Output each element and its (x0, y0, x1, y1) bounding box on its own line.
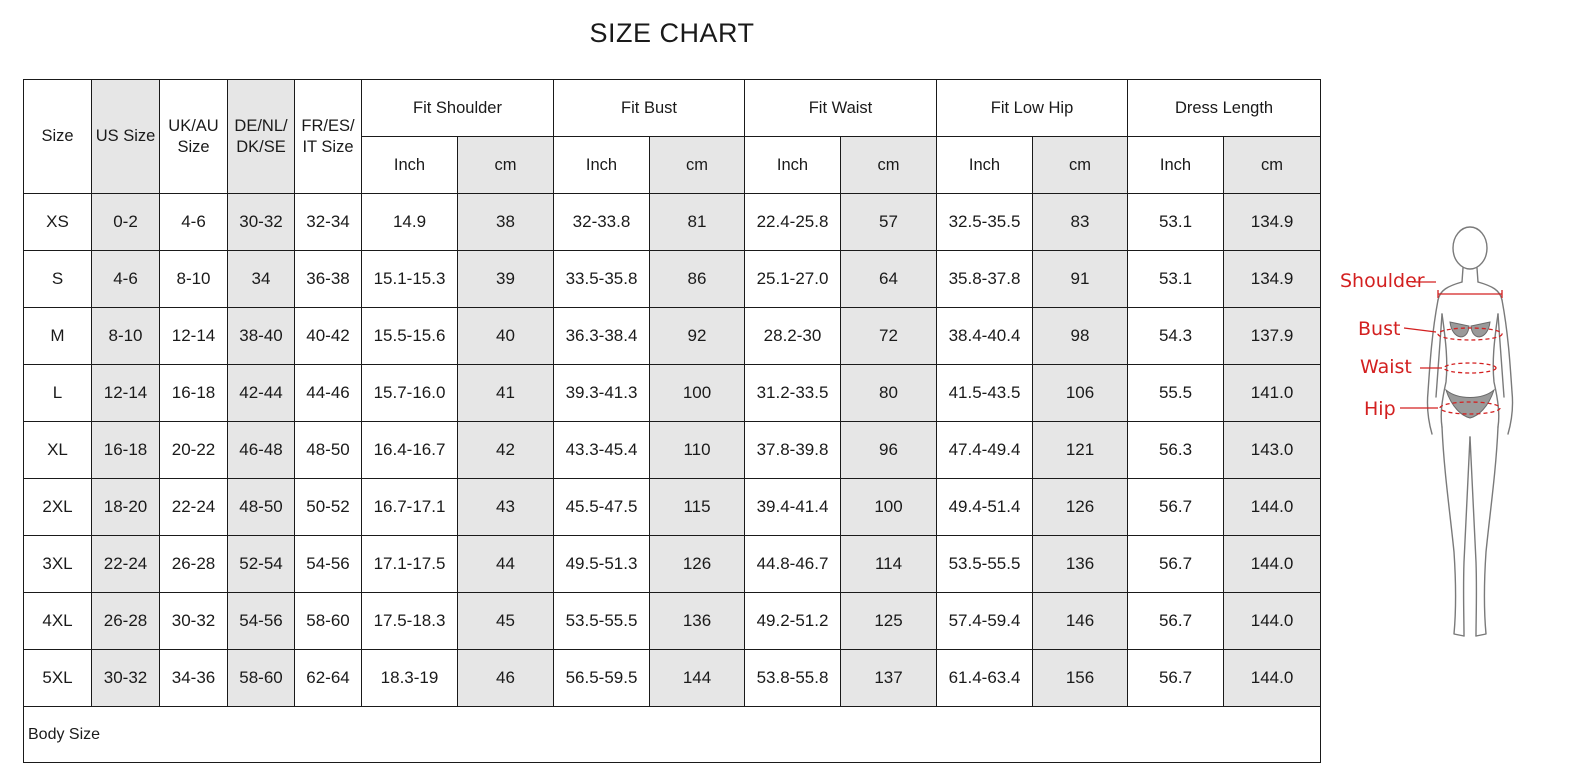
table-cell: 58-60 (295, 593, 362, 650)
table-cell: 106 (1033, 365, 1128, 422)
table-cell: 54-56 (228, 593, 295, 650)
table-cell: 134.9 (1224, 194, 1321, 251)
table-cell: 32-34 (295, 194, 362, 251)
table-row (24, 194, 1321, 251)
header-fr-size-label: FR/ES/ IT Size (301, 116, 355, 156)
header-dress-length: Dress Length (1128, 80, 1321, 137)
table-cell: 57 (841, 194, 937, 251)
table-cell: 48-50 (228, 479, 295, 536)
table-row (24, 251, 1321, 308)
hip-label: Hip (1364, 398, 1396, 420)
table-cell: 36-38 (295, 251, 362, 308)
table-cell: 45 (458, 593, 554, 650)
header-de-size (228, 80, 295, 194)
table-cell: 18.3-19 (362, 650, 458, 707)
table-cell: 53.8-55.8 (745, 650, 841, 707)
body-measurement-figure (1330, 222, 1570, 652)
table-cell: 50-52 (295, 479, 362, 536)
table-cell: 30-32 (160, 593, 228, 650)
table-cell: 44 (458, 536, 554, 593)
table-cell: 55.5 (1128, 365, 1224, 422)
table-cell: 12-14 (160, 308, 228, 365)
table-cell: 126 (1033, 479, 1128, 536)
table-cell: 38.4-40.4 (937, 308, 1033, 365)
table-cell: 56.7 (1128, 536, 1224, 593)
table-cell: 96 (841, 422, 937, 479)
table-cell: 143.0 (1224, 422, 1321, 479)
table-row (24, 536, 1321, 593)
table-cell: 144.0 (1224, 650, 1321, 707)
table-cell: 18-20 (92, 479, 160, 536)
table-cell: 64 (841, 251, 937, 308)
table-cell: 137 (841, 650, 937, 707)
table-cell: 56.7 (1128, 479, 1224, 536)
table-cell: 134.9 (1224, 251, 1321, 308)
table-cell: 114 (841, 536, 937, 593)
waist-label: Waist (1360, 356, 1412, 378)
size-rows (24, 194, 1321, 707)
table-cell: 16-18 (92, 422, 160, 479)
table-cell: 16.4-16.7 (362, 422, 458, 479)
table-cell: 42 (458, 422, 554, 479)
table-cell: 8-10 (92, 308, 160, 365)
table-cell: 26-28 (92, 593, 160, 650)
table-cell: L (24, 365, 92, 422)
table-cell: 144.0 (1224, 479, 1321, 536)
table-cell: 46-48 (228, 422, 295, 479)
table-cell: 81 (650, 194, 745, 251)
table-cell: 56.5-59.5 (554, 650, 650, 707)
table-cell: 125 (841, 593, 937, 650)
table-cell: 137.9 (1224, 308, 1321, 365)
page-title: SIZE CHART (589, 18, 755, 48)
table-cell: 2XL (24, 479, 92, 536)
table-cell: 38 (458, 194, 554, 251)
table-cell: 43.3-45.4 (554, 422, 650, 479)
header-fit-bust: Fit Bust (554, 80, 745, 137)
table-cell: 22.4-25.8 (745, 194, 841, 251)
table-cell: 37.8-39.8 (745, 422, 841, 479)
table-cell: 22-24 (160, 479, 228, 536)
table-cell: 17.1-17.5 (362, 536, 458, 593)
table-cell: 52-54 (228, 536, 295, 593)
header-us-size-label: US Size (95, 127, 156, 146)
header-de-size-label: DE/NL/ DK/SE (234, 116, 288, 156)
table-cell: 49.2-51.2 (745, 593, 841, 650)
table-cell: 16-18 (160, 365, 228, 422)
table-cell: 8-10 (160, 251, 228, 308)
header-fit-shoulder: Fit Shoulder (362, 80, 554, 137)
table-cell: 86 (650, 251, 745, 308)
table-cell: 100 (650, 365, 745, 422)
table-cell: 4XL (24, 593, 92, 650)
table-cell: 31.2-33.5 (745, 365, 841, 422)
table-cell: 12-14 (92, 365, 160, 422)
table-cell: 56.3 (1128, 422, 1224, 479)
table-cell: 40-42 (295, 308, 362, 365)
table-cell: 136 (650, 593, 745, 650)
table-cell: 38-40 (228, 308, 295, 365)
table-cell: 83 (1033, 194, 1128, 251)
table-row (24, 479, 1321, 536)
table-cell: 40 (458, 308, 554, 365)
table-cell: 5XL (24, 650, 92, 707)
table-cell: 44-46 (295, 365, 362, 422)
body-size-note: Body Size (24, 707, 1321, 763)
table-cell: 20-22 (160, 422, 228, 479)
table-cell: 39.4-41.4 (745, 479, 841, 536)
header-uk-size (160, 80, 228, 194)
table-cell: 53.5-55.5 (937, 536, 1033, 593)
table-row (24, 650, 1321, 707)
table-cell: 30-32 (92, 650, 160, 707)
table-cell: 15.1-15.3 (362, 251, 458, 308)
table-row (24, 422, 1321, 479)
table-cell: 45.5-47.5 (554, 479, 650, 536)
table-cell: 62-64 (295, 650, 362, 707)
table-cell: 34-36 (160, 650, 228, 707)
table-cell: 98 (1033, 308, 1128, 365)
table-cell: 25.1-27.0 (745, 251, 841, 308)
table-row (24, 593, 1321, 650)
unit-inch: Inch (362, 137, 458, 194)
table-cell: 54-56 (295, 536, 362, 593)
header-size: Size (24, 80, 92, 194)
table-cell: 53.5-55.5 (554, 593, 650, 650)
table-cell: 36.3-38.4 (554, 308, 650, 365)
table-cell: 115 (650, 479, 745, 536)
table-cell: 3XL (24, 536, 92, 593)
table-row (24, 308, 1321, 365)
table-cell: 80 (841, 365, 937, 422)
table-cell: 47.4-49.4 (937, 422, 1033, 479)
unit-inch: Inch (1128, 137, 1224, 194)
table-cell: 41 (458, 365, 554, 422)
table-cell: XL (24, 422, 92, 479)
table-cell: 39 (458, 251, 554, 308)
unit-cm: cm (841, 137, 937, 194)
table-cell: 35.8-37.8 (937, 251, 1033, 308)
unit-cm: cm (1224, 137, 1321, 194)
table-cell: 136 (1033, 536, 1128, 593)
table-cell: XS (24, 194, 92, 251)
table-cell: 33.5-35.8 (554, 251, 650, 308)
table-cell: 57.4-59.4 (937, 593, 1033, 650)
bust-label: Bust (1358, 318, 1401, 340)
size-chart-table (23, 79, 1321, 763)
table-cell: 34 (228, 251, 295, 308)
unit-inch: Inch (554, 137, 650, 194)
table-cell: 15.7-16.0 (362, 365, 458, 422)
table-row (24, 365, 1321, 422)
table-cell: 4-6 (92, 251, 160, 308)
table-cell: 4-6 (160, 194, 228, 251)
table-cell: 91 (1033, 251, 1128, 308)
table-cell: 92 (650, 308, 745, 365)
table-cell: 26-28 (160, 536, 228, 593)
table-cell: 16.7-17.1 (362, 479, 458, 536)
header-uk-size-label: UK/AU Size (168, 116, 219, 156)
table-cell: 144 (650, 650, 745, 707)
unit-cm: cm (650, 137, 745, 194)
header-fr-size (295, 80, 362, 194)
shoulder-label: Shoulder (1340, 270, 1425, 292)
table-cell: 141.0 (1224, 365, 1321, 422)
table-cell: 146 (1033, 593, 1128, 650)
table-cell: 121 (1033, 422, 1128, 479)
table-cell: 144.0 (1224, 536, 1321, 593)
table-cell: M (24, 308, 92, 365)
unit-inch: Inch (745, 137, 841, 194)
table-cell: 15.5-15.6 (362, 308, 458, 365)
table-cell: 54.3 (1128, 308, 1224, 365)
table-cell: 100 (841, 479, 937, 536)
table-cell: 32.5-35.5 (937, 194, 1033, 251)
table-cell: 72 (841, 308, 937, 365)
table-cell: 56.7 (1128, 593, 1224, 650)
table-cell: 56.7 (1128, 650, 1224, 707)
table-cell: 46 (458, 650, 554, 707)
unit-cm: cm (458, 137, 554, 194)
table-cell: 32-33.8 (554, 194, 650, 251)
table-cell: 58-60 (228, 650, 295, 707)
table-cell: S (24, 251, 92, 308)
table-cell: 42-44 (228, 365, 295, 422)
table-cell: 49.5-51.3 (554, 536, 650, 593)
header-us-size (92, 80, 160, 194)
table-cell: 41.5-43.5 (937, 365, 1033, 422)
table-cell: 39.3-41.3 (554, 365, 650, 422)
header-fit-waist: Fit Waist (745, 80, 937, 137)
table-cell: 14.9 (362, 194, 458, 251)
table-cell: 28.2-30 (745, 308, 841, 365)
table-cell: 49.4-51.4 (937, 479, 1033, 536)
table-cell: 17.5-18.3 (362, 593, 458, 650)
unit-inch: Inch (937, 137, 1033, 194)
table-cell: 61.4-63.4 (937, 650, 1033, 707)
header-fit-low-hip: Fit Low Hip (937, 80, 1128, 137)
table-cell: 48-50 (295, 422, 362, 479)
table-cell: 126 (650, 536, 745, 593)
table-cell: 156 (1033, 650, 1128, 707)
table-cell: 22-24 (92, 536, 160, 593)
table-cell: 53.1 (1128, 251, 1224, 308)
unit-cm: cm (1033, 137, 1128, 194)
table-cell: 30-32 (228, 194, 295, 251)
table-cell: 53.1 (1128, 194, 1224, 251)
table-cell: 144.0 (1224, 593, 1321, 650)
table-cell: 44.8-46.7 (745, 536, 841, 593)
table-cell: 0-2 (92, 194, 160, 251)
table-cell: 110 (650, 422, 745, 479)
table-cell: 43 (458, 479, 554, 536)
